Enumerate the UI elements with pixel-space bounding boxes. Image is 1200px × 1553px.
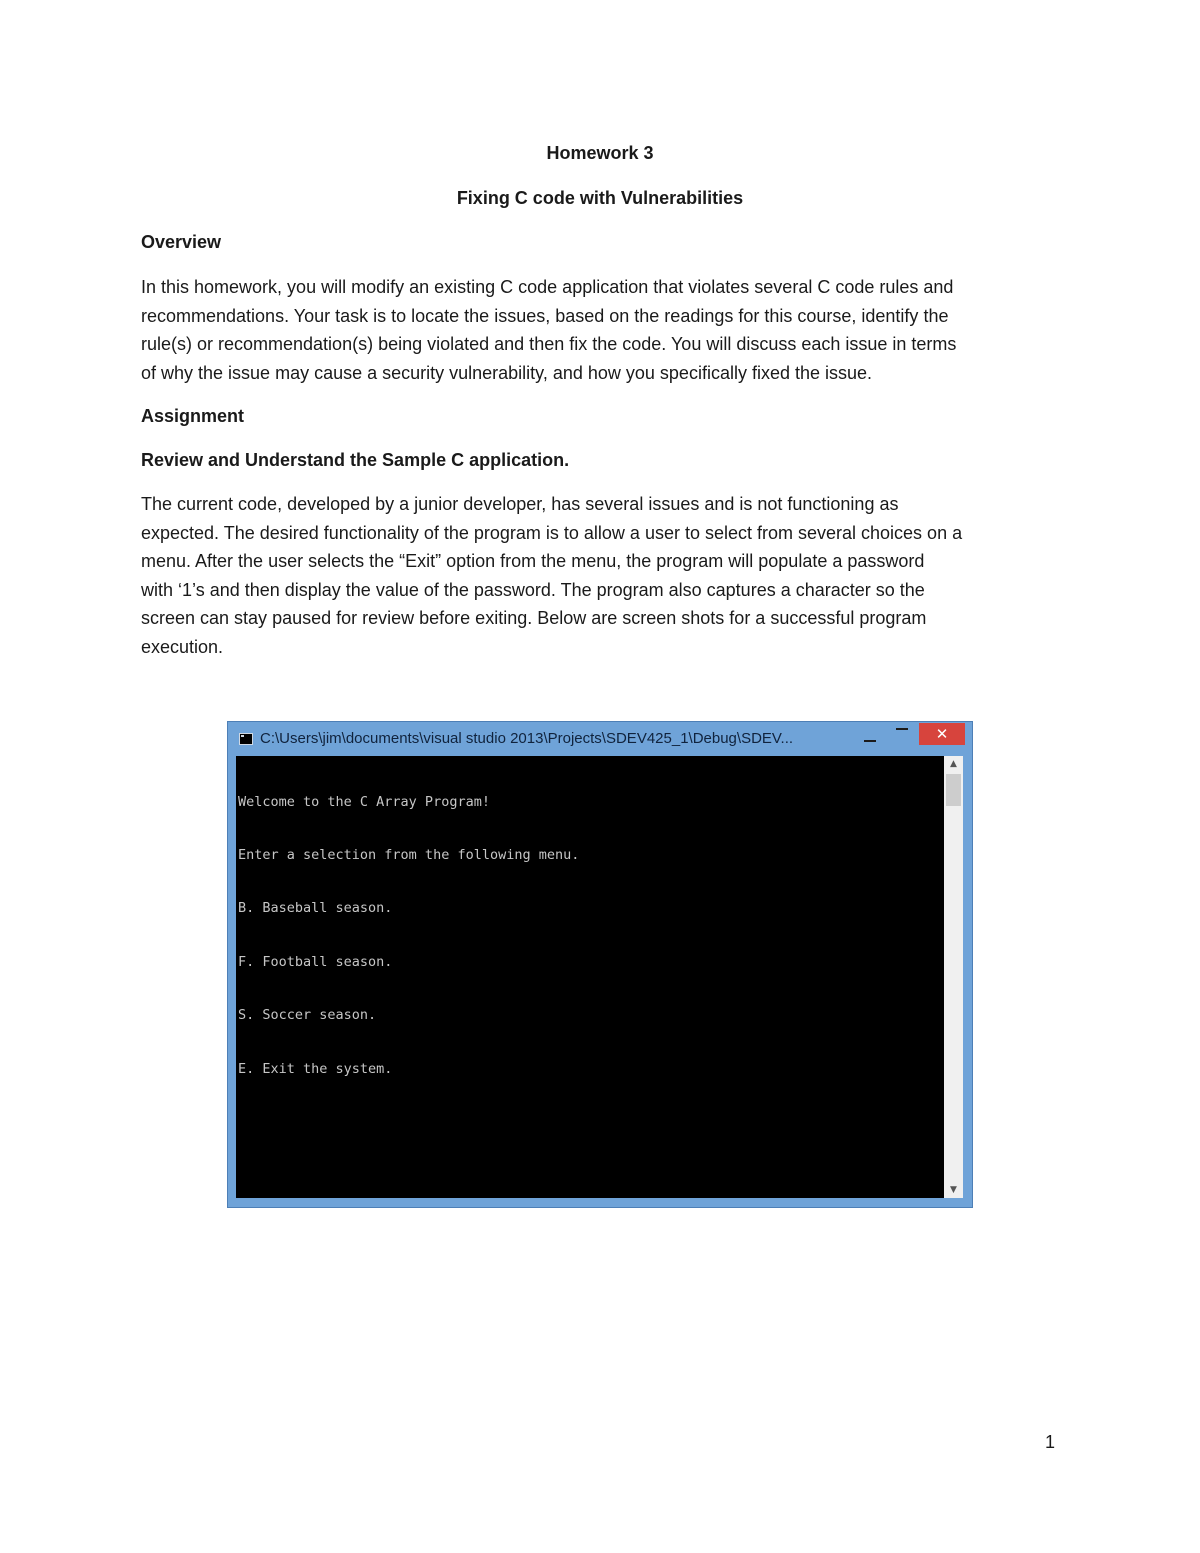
overview-line: In this homework, you will modify an existing C code application that violates several C code rules and [141, 277, 954, 297]
scroll-thumb[interactable] [946, 774, 961, 806]
console-line: Welcome to the C Array Program! [238, 793, 490, 810]
overview-paragraph [141, 273, 1056, 387]
console-line: E. Exit the system. [238, 1060, 393, 1077]
scroll-up-icon[interactable]: ▲ [950, 759, 957, 769]
review-line: expected. The desired functionality of the program is to allow a user to select from several choices on a [141, 522, 963, 543]
console-output [236, 756, 944, 1198]
console-text [236, 756, 944, 1114]
vertical-scrollbar[interactable] [944, 756, 963, 1198]
maximize-button[interactable] [888, 724, 916, 742]
console-line: F. Football season. [238, 953, 393, 970]
console-window-screenshot [227, 721, 973, 1208]
review-line: with ‘1’s and then display the value of the password. The program also captures a character so the [141, 579, 925, 600]
overview-line: of why the issue may cause a security vulnerability, and how you specifically fixed the issue. [141, 362, 873, 383]
page-number: 1 [1044, 1432, 1055, 1452]
review-heading: Review and Understand the Sample C application. [141, 450, 570, 470]
review-line: The current code, developed by a junior developer, has several issues and is not functioning as [141, 494, 899, 514]
overview-heading: Overview [141, 232, 222, 252]
assignment-heading: Assignment [141, 406, 245, 426]
page-subtitle: Fixing C code with Vulnerabilities [456, 188, 744, 208]
close-icon: ✕ [935, 725, 949, 743]
window-titlebar [228, 722, 972, 756]
close-button[interactable] [919, 723, 965, 745]
overview-line: recommendations. Your task is to locate the issues, based on the readings for this course, identify the [141, 305, 949, 326]
review-line: screen can stay paused for review before exiting. Below are screen shots for a successful program [141, 608, 927, 628]
window-title: C:\Users\jim\documents\visual studio 2013\Projects\SDEV425_1\Debug\SDEV... [260, 730, 794, 747]
page-title: Homework 3 [546, 143, 654, 163]
review-line: menu. After the user selects the “Exit” option from the menu, the program will populate a password [141, 551, 925, 571]
overview-line: rule(s) or recommendation(s) being violated and then fix the code. You will discuss each issue in terms [141, 334, 957, 354]
minimize-button[interactable] [856, 730, 884, 748]
console-line: B. Baseball season. [238, 900, 393, 917]
console-line: Enter a selection from the following menu. [238, 846, 580, 863]
scroll-down-icon[interactable]: ▼ [950, 1185, 957, 1195]
console-line: S. Soccer season. [238, 1007, 377, 1024]
review-paragraph [141, 490, 1056, 661]
review-line: execution. [141, 636, 224, 657]
console-app-icon [239, 733, 253, 745]
